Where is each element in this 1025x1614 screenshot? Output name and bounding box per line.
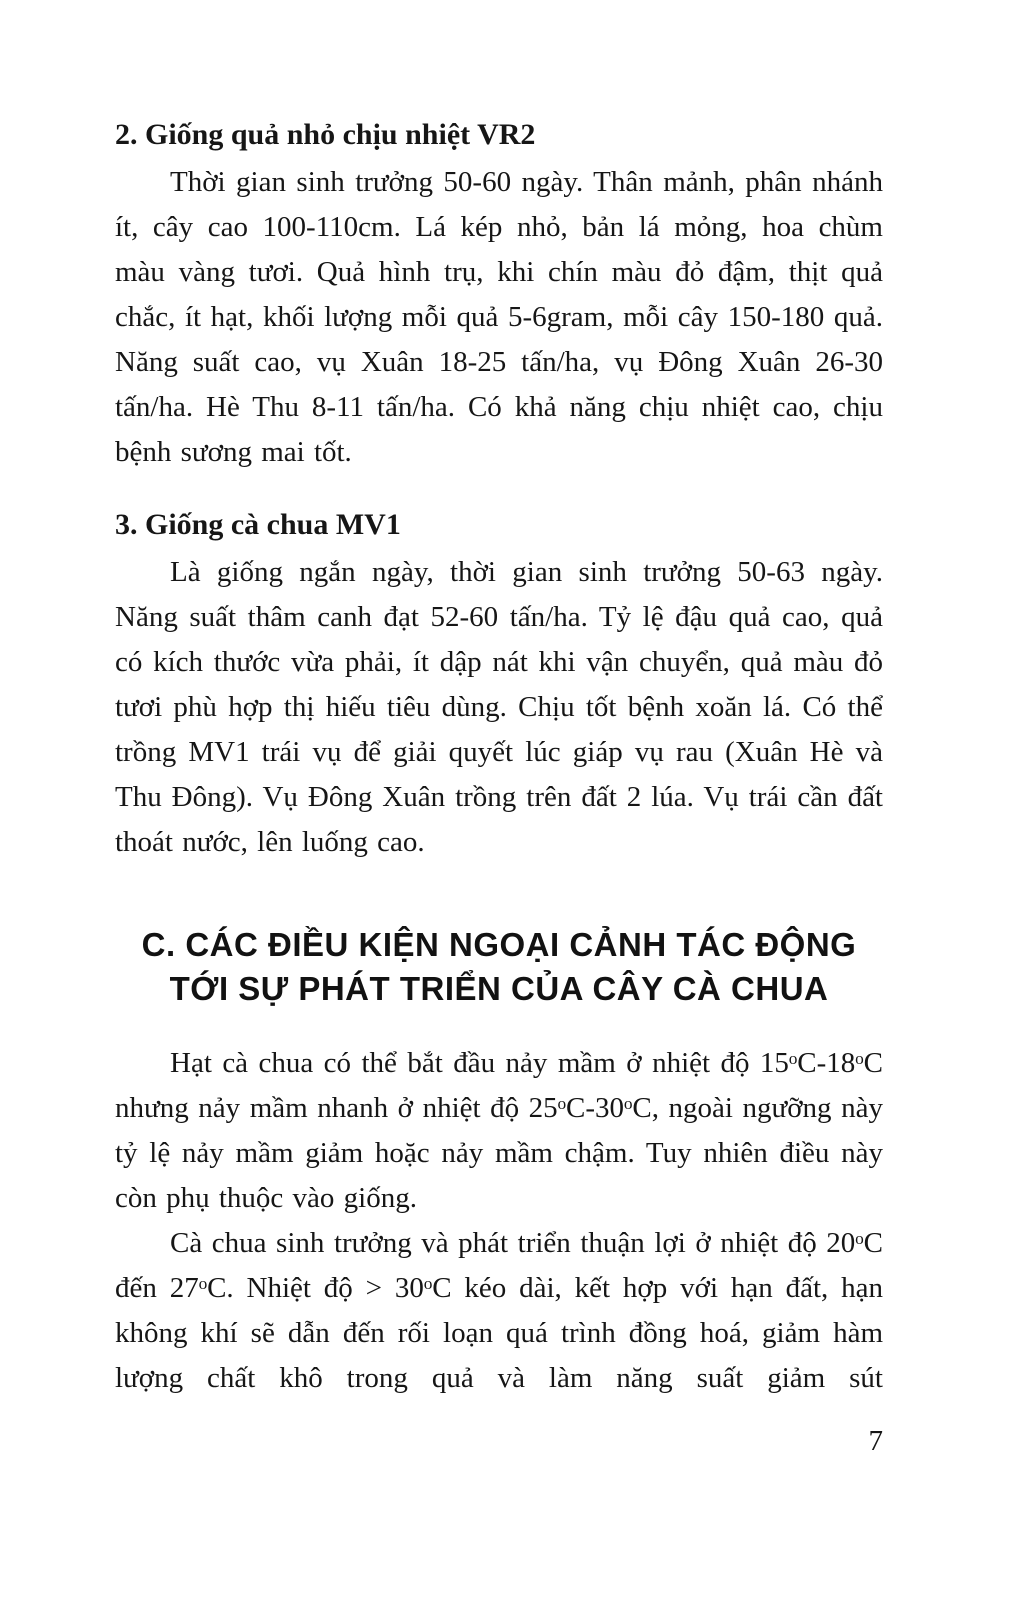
section-2-heading: 2. Giống quả nhỏ chịu nhiệt VR2	[115, 118, 536, 151]
section-c-heading-line-2: TỚI SỰ PHÁT TRIỂN CỦA CÂY CÀ CHUA	[169, 970, 829, 1007]
section-c-heading	[115, 923, 883, 1011]
page-content	[115, 112, 883, 1401]
section-c-heading-line-1: C. CÁC ĐIỀU KIỆN NGOẠI CẢNH TÁC ĐỘNG	[141, 926, 857, 963]
section-c-paragraph-1: Hạt cà chua có thể bắt đầu nảy mầm ở nhiệt độ 15ᵒC-18ᵒC nhưng nảy mầm nhanh ở nhiệt độ 25ᵒC-30ᵒC, ngoài ngưỡng này tỷ lệ nảy mầm giảm hoặc nảy mầm chậm. Tuy nhiên điều này còn phụ thuộc vào giống.	[115, 1047, 883, 1214]
section-3-paragraph: Là giống ngắn ngày, thời gian sinh trưởng 50-63 ngày. Năng suất thâm canh đạt 52-60 tấn/ha. Tỷ lệ đậu quả cao, quả có kích thước vừa phải, ít dập nát khi vận chuyển, quả màu đỏ tươi phù hợp thị hiếu tiêu dùng. Chịu tốt bệnh xoăn lá. Có thể trồng MV1 trái vụ để giải quyết lúc giáp vụ rau (Xuân Hè và Thu Đông). Vụ Đông Xuân trồng trên đất 2 lúa. Vụ trái cần đất thoát nước, lên luống cao.	[115, 556, 883, 858]
page-number: 7	[868, 1425, 883, 1457]
section-2-paragraph: Thời gian sinh trưởng 50-60 ngày. Thân mảnh, phân nhánh ít, cây cao 100-110cm. Lá kép nhỏ, bản lá mỏng, hoa chùm màu vàng tươi. Quả hình trụ, khi chín màu đỏ đậm, thịt quả chắc, ít hạt, khối lượng mỗi quả 5-6gram, mỗi cây 150-180 quả. Năng suất cao, vụ Xuân 18-25 tấn/ha, vụ Đông Xuân 26-30 tấn/ha. Hè Thu 8-11 tấn/ha. Có khả năng chịu nhiệt cao, chịu bệnh sương mai tốt.	[115, 166, 883, 468]
section-3-heading: 3. Giống cà chua MV1	[115, 508, 401, 541]
section-c-paragraph-2: Cà chua sinh trưởng và phát triển thuận lợi ở nhiệt độ 20ᵒC đến 27ᵒC. Nhiệt độ > 30ᵒC kéo dài, kết hợp với hạn đất, hạn không khí sẽ dẫn đến rối loạn quá trình đồng hoá, giảm hàm lượng chất khô trong quả và làm năng suất giảm sút	[115, 1227, 883, 1394]
